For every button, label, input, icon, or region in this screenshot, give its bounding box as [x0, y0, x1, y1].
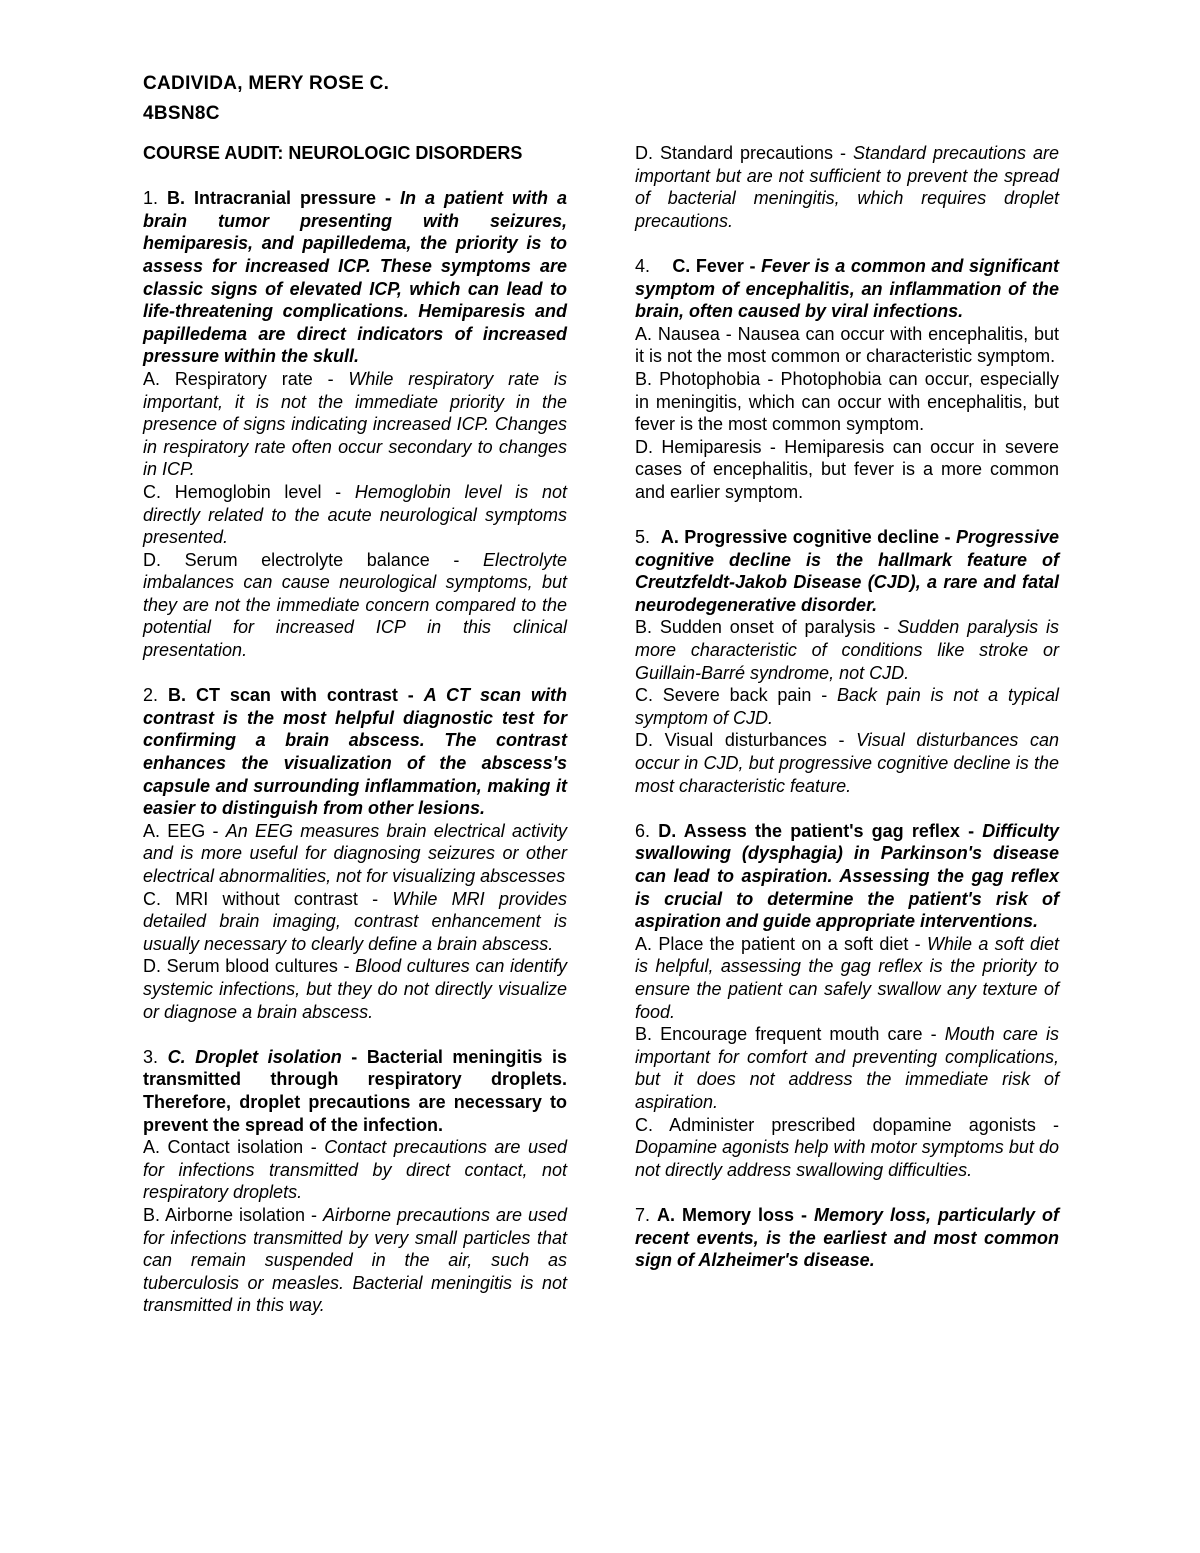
- distractor: [635, 729, 1059, 797]
- distractor-label: B. Airborne isolation -: [143, 1204, 323, 1225]
- question-number: 4.: [635, 255, 651, 276]
- answer-rationale: Memory loss, particularly of recent events, is the earliest and most common sign of Alzheimer's disease.: [635, 1204, 1059, 1271]
- question-5: [635, 526, 1059, 797]
- question-number: 2.: [143, 685, 159, 706]
- distractor-label: D. Hemiparesis -: [635, 436, 785, 457]
- question-3: [143, 1046, 567, 1317]
- answer-rationale: Fever is a common and significant symptom of encephalitis, an inflammation of the brain, often caused by viral infections.: [635, 255, 1059, 322]
- distractor-label: D. Standard precautions -: [635, 143, 853, 163]
- correct-answer: C. Fever -: [672, 255, 762, 276]
- student-name: CADIVIDA, MERY ROSE C.: [143, 73, 390, 94]
- distractor-rationale: While MRI provides detailed brain imaging, contrast enhancement is usually necessary to clearly define a brain abscess.: [143, 888, 567, 954]
- answer-rationale: Difficulty swallowing (dysphagia) in Parkinson's disease can lead to aspiration. Assessing the gag reflex is crucial to determine the patient's risk of aspiration and guide appropriate interventions.: [635, 820, 1059, 932]
- correct-answer: A. Memory loss -: [657, 1204, 814, 1225]
- distractor-label: C. Administer prescribed dopamine agonists -: [635, 1114, 1059, 1135]
- correct-answer: C. Droplet isolation: [167, 1046, 342, 1067]
- distractor-label: C. Severe back pain -: [635, 685, 837, 706]
- right-column: [635, 142, 1059, 1294]
- distractor: [635, 933, 1059, 1023]
- distractor: [635, 1023, 1059, 1113]
- question-6: [635, 820, 1059, 1182]
- distractor-label: C. Hemoglobin level -: [143, 481, 355, 502]
- answer-rationale: A CT scan with contrast is the most helpful diagnostic test for confirming a brain abscess. The contrast enhances the visualization of the abscess's capsule and surrounding inflammation, making it easier to distinguish from other lesions.: [143, 685, 567, 819]
- answer-paragraph: [635, 820, 1059, 933]
- question-4: [635, 255, 1059, 504]
- correct-answer: B. CT scan with contrast -: [167, 685, 424, 706]
- answer-paragraph: [635, 1204, 1059, 1272]
- question-number: 6.: [635, 820, 651, 841]
- distractor-rationale: Airborne precautions are used for infections transmitted by very small particles that can remain suspended in the air, such as tuberculosis or measles. Bacterial meningitis is not transmitted in this way.: [143, 1204, 567, 1316]
- distractor-rationale: Photophobia can occur, especially in meningitis, which can occur with encephalitis, but fever is the most common symptom.: [635, 368, 1059, 435]
- question-number: 7.: [635, 1204, 651, 1225]
- answer-paragraph: [635, 526, 1059, 616]
- correct-answer: B. Intracranial pressure -: [167, 188, 401, 209]
- distractor-label: D. Serum electrolyte balance -: [143, 549, 483, 570]
- question-number: 1.: [143, 188, 159, 209]
- correct-answer: D. Assess the patient's gag reflex -: [658, 820, 983, 841]
- distractor: [143, 820, 567, 888]
- question-number: 3.: [143, 1046, 159, 1067]
- distractor-rationale: An EEG measures brain electrical activity and is more useful for diagnosing seizures or other electrical abnormalities, not for visualizing abscesses: [143, 820, 567, 886]
- distractor-rationale: Electrolyte imbalances can cause neurological symptoms, but they are not the immediate concern compared to the potential for increased ICP in this clinical presentation.: [143, 549, 567, 661]
- distractor: [635, 323, 1059, 368]
- distractor: [635, 616, 1059, 684]
- answer-paragraph: [143, 1046, 567, 1136]
- question-1: [143, 187, 567, 661]
- answer-rationale: Progressive cognitive decline is the hallmark feature of Creutzfeldt-Jakob Disease (CJD), a rare and fatal neurodegenerative disorder.: [635, 527, 1059, 615]
- document-title: COURSE AUDIT: NEUROLOGIC DISORDERS: [143, 143, 523, 163]
- question-7: [635, 1204, 1059, 1272]
- left-column: [143, 142, 567, 1339]
- distractor-rationale: While a soft diet is helpful, assessing the gag reflex is the priority to ensure the patient can safely swallow any texture of food.: [635, 933, 1059, 1022]
- distractor-label: A. Respiratory rate -: [143, 368, 349, 389]
- answer-paragraph: [635, 255, 1059, 323]
- distractor: [143, 1136, 567, 1204]
- distractor-label: A. Place the patient on a soft diet -: [635, 933, 927, 954]
- correct-answer: A. Progressive cognitive decline -: [660, 527, 956, 548]
- distractor-label: B. Sudden onset of paralysis -: [635, 617, 898, 638]
- answer-rationale: Bacterial meningitis is transmitted through respiratory droplets. Therefore, droplet precautions are necessary to prevent the spread of the infection.: [143, 1046, 567, 1135]
- distractor-rationale: Hemoglobin level is not directly related to the acute neurological symptoms presented.: [143, 481, 567, 548]
- distractor-rationale: Visual disturbances can occur in CJD, but progressive cognitive decline is the most characteristic feature.: [635, 730, 1059, 796]
- distractor: [143, 549, 567, 662]
- distractor: [143, 368, 567, 481]
- distractor-label: A. EEG -: [143, 820, 226, 841]
- distractor-label: A. Nausea -: [635, 323, 738, 344]
- distractor: [143, 481, 567, 549]
- distractor-rationale: Dopamine agonists help with motor symptoms but do not directly address swallowing difficulties.: [635, 1137, 1059, 1180]
- distractor-label: B. Encourage frequent mouth care -: [635, 1024, 945, 1045]
- distractor: [635, 142, 1059, 232]
- question-2: [143, 684, 567, 1023]
- answer-paragraph: [143, 684, 567, 820]
- distractor: [635, 436, 1059, 504]
- answer-separator: -: [341, 1046, 367, 1067]
- answer-paragraph: [143, 187, 567, 368]
- distractor-rationale: Mouth care is important for comfort and preventing complications, but it does not address the immediate risk of aspiration.: [635, 1024, 1059, 1112]
- distractor-rationale: Back pain is not a typical symptom of CJD.: [635, 685, 1059, 728]
- distractor-label: C. MRI without contrast -: [143, 888, 393, 909]
- answer-rationale: In a patient with a brain tumor presenting with seizures, hemiparesis, and papilledema, the priority is to assess for increased ICP. These symptoms are classic signs of elevated ICP, which can lead to life-threatening complications. Hemiparesis and papilledema are direct indicators of increased pressure within the skull.: [143, 188, 567, 367]
- student-section: 4BSN8C: [143, 103, 220, 124]
- distractor: [143, 888, 567, 956]
- distractor: [143, 955, 567, 1023]
- distractor-label: A. Contact isolation -: [143, 1137, 325, 1158]
- distractor-rationale: Standard precautions are important but are not sufficient to prevent the spread of bacterial meningitis, which requires droplet precautions.: [635, 143, 1059, 231]
- distractor: [143, 1204, 567, 1317]
- distractor-label: D. Visual disturbances -: [635, 730, 857, 751]
- distractor-rationale: While respiratory rate is important, it is not the immediate priority in the presence of signs indicating increased ICP. Changes in respiratory rate often occur secondary to changes in ICP.: [143, 368, 567, 480]
- distractor-rationale: Blood cultures can identify systemic infections, but they do not directly visualize or diagnose a brain abscess.: [143, 956, 567, 1022]
- distractor: [635, 684, 1059, 729]
- distractor-rationale: Contact precautions are used for infections transmitted by direct contact, not respiratory droplets.: [143, 1137, 567, 1203]
- distractor-label: B. Photophobia -: [635, 368, 781, 389]
- distractor-label: D. Serum blood cultures -: [143, 956, 356, 977]
- distractor-rationale: Nausea can occur with encephalitis, but it is not the most common or characteristic symptom.: [635, 323, 1060, 367]
- distractor-rationale: Hemiparesis can occur in severe cases of encephalitis, but fever is a more common and earlier symptom.: [635, 436, 1060, 502]
- question-number: 5.: [635, 527, 651, 548]
- question-3-continued: [635, 142, 1059, 232]
- distractor: [635, 368, 1059, 436]
- distractor: [635, 1114, 1059, 1182]
- distractor-rationale: Sudden paralysis is more characteristic of conditions like stroke or Guillain-Barré syndrome, not CJD.: [635, 617, 1059, 683]
